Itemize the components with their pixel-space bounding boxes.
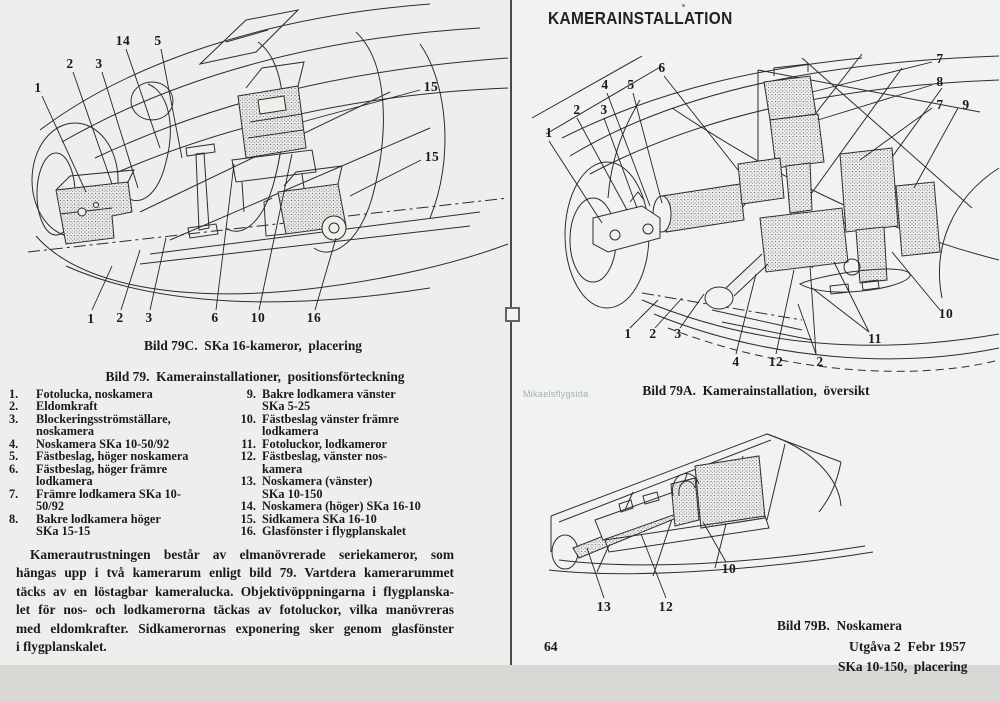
callout-number-14: 14 (115, 33, 131, 48)
callout-number-2: 2 (573, 102, 581, 117)
parts-list-item-number: 9. (246, 387, 256, 401)
parts-list-item-text: SKa 5-25 (262, 399, 311, 414)
parts-list-item-number: 14. (240, 499, 256, 514)
callout-number-7: 7 (936, 51, 944, 66)
parts-list-item (232, 475, 508, 500)
paragraph-line: täcks av en löstagbar kameralucka. Objektivöppningarna i flygplanska- (16, 583, 454, 599)
left-page (0, 0, 510, 665)
paragraph-line: hängas upp i två kamerarum enligt bild 79. Vartdera kamerarummet (16, 565, 454, 581)
parts-list-item-text: SKa 15-15 (36, 523, 91, 538)
callout-number-16: 16 (306, 310, 322, 325)
figure-caption-79b-line2: SKa 10-150, placering (838, 658, 968, 674)
callout-number-6: 6 (211, 310, 219, 325)
parts-list-item-number: 7. (9, 486, 19, 501)
parts-list-item-text: Noskamera (höger) SKa 16-10 (262, 499, 421, 514)
callout-layer-79b (535, 400, 880, 615)
callout-number-15: 15 (423, 79, 439, 94)
parts-list-item (9, 513, 227, 538)
parts-list-item-number: 10. (240, 411, 256, 426)
parts-list-item (9, 450, 227, 462)
callout-number-9: 9 (962, 97, 970, 112)
callout-number-5: 5 (627, 77, 635, 92)
parts-list-item-number: 12. (240, 449, 256, 464)
scan-punch-mark (505, 307, 520, 322)
parts-list-item-text: Glasfönster i flygplanskalet (262, 523, 406, 538)
callout-number-3: 3 (674, 326, 682, 341)
figure-caption-79a: Bild 79A. Kamerainstallation, översikt (642, 383, 870, 398)
parts-list-item-text: Fästbeslag, höger främre (36, 461, 168, 476)
parts-list-item-number: 4. (9, 436, 19, 451)
callout-number-11: 11 (868, 331, 882, 346)
callout-number-2: 2 (66, 56, 74, 71)
parts-list-item-number: 13. (240, 474, 256, 489)
parts-list-item (232, 525, 508, 537)
parts-list-item-text: Sidkamera SKa 16-10 (262, 511, 377, 526)
parts-list-item-number: 15. (240, 511, 256, 526)
parts-list-item-text: noskamera (36, 424, 95, 439)
page-gutter-divider (510, 0, 512, 665)
parts-list-item-text: Noskamera SKa 10-50/92 (36, 436, 170, 451)
parts-list-item-number: 2. (9, 399, 19, 414)
parts-list-item (9, 488, 227, 513)
parts-list-item (9, 413, 227, 438)
parts-list-item-text: Fästbeslag vänster främre (262, 411, 399, 426)
parts-list-item (232, 413, 508, 438)
parts-list-item-text: Främre lodkamera SKa 10- (36, 486, 181, 501)
callout-number-3: 3 (95, 56, 103, 71)
paragraph-line: i flygplanskalet. (16, 639, 107, 655)
figure-caption-79c: Bild 79C. SKa 16-kameror, placering (144, 338, 362, 353)
parts-list-item-text: Noskamera (vänster) (262, 474, 373, 489)
callout-number-1: 1 (545, 125, 553, 140)
callout-number-2: 2 (816, 354, 824, 369)
paragraph-line: med eldomkrafter. Sidkamerornas exponering sker genom glasfönster (16, 620, 454, 636)
parts-list-item (232, 388, 508, 413)
parts-list-item-text: Blockeringsströmställare, (36, 411, 171, 426)
callout-number-2: 2 (116, 310, 124, 325)
callout-number-12: 12 (768, 354, 784, 369)
callout-number-10: 10 (721, 561, 737, 576)
parts-list-item-text: Fotolucka, noskamera (36, 387, 153, 401)
callout-number-13: 13 (596, 599, 612, 614)
callout-number-1: 1 (87, 311, 95, 326)
parts-list-item-text: Eldomkraft (36, 399, 98, 414)
callout-number-2: 2 (649, 326, 657, 341)
parts-list-right-column (232, 388, 508, 537)
watermark-text: Mikaelsflygsida (523, 389, 589, 399)
parts-list-item-text: SKa 10-150 (262, 486, 323, 501)
figure-caption-79b-line1: Bild 79B. Noskamera (777, 617, 902, 633)
scan-speck (682, 4, 685, 7)
parts-list-heading: Bild 79. Kamerainstallationer, positionsförteckning (105, 369, 405, 384)
callout-number-4: 4 (601, 77, 609, 92)
parts-list-item-text: Fästbeslag, vänster nos- (262, 449, 388, 464)
parts-list-left-column (9, 388, 227, 537)
parts-list-item-text: Bakre lodkamera vänster (262, 387, 396, 401)
page-number: 64 (544, 639, 558, 654)
parts-list-item-text: lodkamera (262, 424, 319, 439)
parts-list-item-number: 3. (9, 411, 19, 426)
callout-number-3: 3 (145, 310, 153, 325)
parts-list-item-number: 6. (9, 461, 19, 476)
parts-list-item-text: lodkamera (36, 474, 93, 489)
callout-number-1: 1 (624, 326, 632, 341)
callout-number-10: 10 (250, 310, 266, 325)
callout-number-5: 5 (154, 33, 162, 48)
callout-number-7: 7 (936, 97, 944, 112)
paragraph-line: let för nos- och lodkamerorna täckas av fotoluckor, vilka manövreras (16, 602, 454, 618)
callout-number-15: 15 (424, 149, 440, 164)
edition-text: Utgåva 2 Febr 1957 (849, 639, 966, 654)
parts-list-item-text: Fästbeslag, höger noskamera (36, 449, 189, 464)
parts-list-item-number: 1. (9, 387, 19, 401)
parts-list-item (232, 500, 508, 512)
callout-number-6: 6 (658, 60, 666, 75)
callout-number-4: 4 (732, 354, 740, 369)
paragraph-line: Kamerautrustningen består av elmanövrerade seriekameror, som (30, 547, 454, 562)
right-page (512, 0, 1000, 674)
callout-number-12: 12 (658, 599, 674, 614)
callout-number-1: 1 (34, 80, 42, 95)
page-header-title: KAMERAINSTALLATION (548, 8, 733, 28)
parts-list-item-text: 50/92 (36, 499, 65, 514)
callout-layer-79c (0, 0, 510, 335)
parts-list-item-number: 5. (9, 449, 19, 464)
callout-layer-79a (512, 48, 1000, 380)
parts-list-item-text: kamera (262, 461, 303, 476)
callout-number-10: 10 (938, 306, 954, 321)
parts-list-item (9, 463, 227, 488)
parts-list-item-text: Bakre lodkamera höger (36, 511, 161, 526)
parts-list-item (232, 450, 508, 475)
body-paragraph (16, 546, 454, 657)
callout-number-8: 8 (936, 74, 944, 89)
parts-list-item-number: 8. (9, 511, 19, 526)
parts-list-item-text: Fotoluckor, lodkameror (262, 436, 388, 451)
parts-list-item-number: 16. (240, 523, 256, 538)
callout-number-3: 3 (600, 102, 608, 117)
parts-list-item-number: 11. (241, 436, 256, 451)
